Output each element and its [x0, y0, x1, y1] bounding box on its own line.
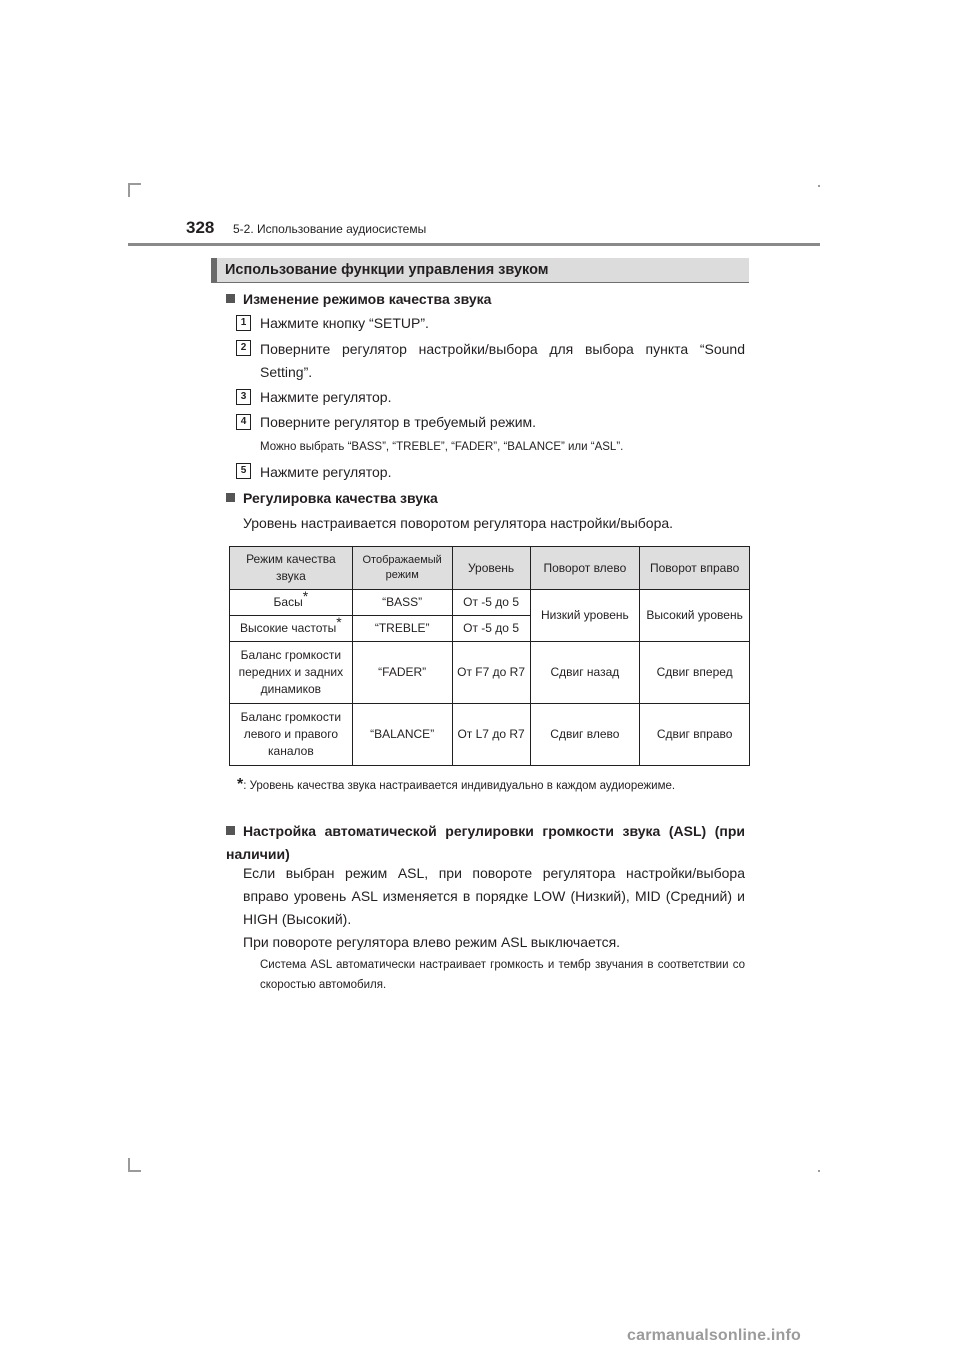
crop-mark-bottom-left-h [128, 1170, 141, 1172]
table-row [230, 590, 750, 616]
page-number: 328 [186, 218, 215, 237]
table-cell: “FADER” [352, 642, 452, 704]
table-cell-merged-left: Низкий уровень [530, 590, 640, 642]
table-cell: Баланс громкости левого и правого каналов [230, 704, 353, 766]
square-bullet-icon [226, 294, 235, 303]
asl-body-1: Если выбран режим ASL, при повороте регулятора настройки/выбора вправо уровень ASL изменяется в порядке LOW (Низкий), MID (Средний) и HIGH (Высокий). [243, 865, 745, 927]
subheading-asl: Настройка автоматической регулировки громкости звука (ASL) (при наличии) [226, 823, 745, 862]
table-cell: Сдвиг назад [530, 642, 640, 704]
sound-quality-table [229, 546, 750, 766]
step-number-2: 2 [236, 340, 251, 356]
modes-note: Можно выбрать “BASS”, “TREBLE”, “FADER”, “BALANCE” или “ASL”. [260, 441, 624, 453]
footnote-star: * [237, 776, 244, 793]
table-cell: От L7 до R7 [452, 704, 530, 766]
table-row [230, 642, 750, 704]
crop-mark-top-left-v [128, 183, 130, 197]
adjust-body: Уровень настраивается поворотом регулятора настройки/выбора. [243, 515, 674, 531]
step-4-text: Поверните регулятор в требуемый режим. [260, 414, 537, 430]
table-cell: Баланс громкости передних и задних динамиков [230, 642, 353, 704]
table-header-cell: Отображаемый режим [352, 547, 452, 590]
crop-mark-bottom-right [818, 1170, 820, 1172]
table-cell: “BALANCE” [352, 704, 452, 766]
running-head: 5-2. Использование аудиосистемы [233, 222, 427, 236]
watermark: carmanualsonline.info [627, 1327, 802, 1344]
table-cell: “TREBLE” [352, 616, 452, 642]
step-number-5: 5 [236, 463, 251, 479]
table-footnote: *: Уровень качества звука настраивается индивидуально в каждом аудиорежиме. [237, 776, 676, 793]
step-number-4: 4 [236, 414, 251, 430]
asl-note: Система ASL автоматически настраивает громкость и тембр звучания в соответствии со скоростью автомобиля. [260, 959, 745, 991]
table-header-row [230, 547, 750, 590]
subheading-adjust: Регулировка качества звука [226, 490, 438, 506]
table-cell: От -5 до 5 [452, 616, 530, 642]
square-bullet-icon [226, 493, 235, 502]
subheading-change-modes: Изменение режимов качества звука [226, 291, 491, 307]
table-cell-merged-right: Высокий уровень [640, 590, 750, 642]
step-1-text: Нажмите кнопку “SETUP”. [260, 315, 429, 331]
asl-body-2: При повороте регулятора влево режим ASL выключается. [243, 934, 621, 950]
header-rule [128, 243, 820, 246]
table-cell: От F7 до R7 [452, 642, 530, 704]
crop-mark-top-right [818, 185, 820, 187]
table-cell: Высокие частоты* [230, 616, 353, 642]
step-3-text: Нажмите регулятор. [260, 389, 392, 405]
table-header-cell: Уровень [452, 547, 530, 590]
step-5-text: Нажмите регулятор. [260, 464, 392, 480]
step-2-text: Поверните регулятор настройки/выбора для выбора пункта “Sound Setting”. [260, 341, 745, 380]
step-number-1: 1 [236, 315, 251, 331]
table-header-cell: Поворот вправо [640, 547, 750, 590]
footnote-star: * [302, 588, 309, 604]
table-row [230, 704, 750, 766]
table-header-cell: Поворот влево [530, 547, 640, 590]
section-title-bar [211, 258, 749, 283]
table-cell: От -5 до 5 [452, 590, 530, 616]
footnote-star: * [336, 614, 342, 630]
table-cell: Басы* [230, 590, 353, 616]
table-header-cell: Режим качества звука [230, 547, 353, 590]
table-cell: Сдвиг вправо [640, 704, 750, 766]
square-bullet-icon [226, 826, 235, 835]
step-number-3: 3 [236, 389, 251, 405]
table-cell: Сдвиг вперед [640, 642, 750, 704]
section-title: Использование функции управления звуком [225, 262, 549, 278]
section-bar-accent [211, 258, 217, 282]
table-cell: “BASS” [352, 590, 452, 616]
table-cell: Сдвиг влево [530, 704, 640, 766]
